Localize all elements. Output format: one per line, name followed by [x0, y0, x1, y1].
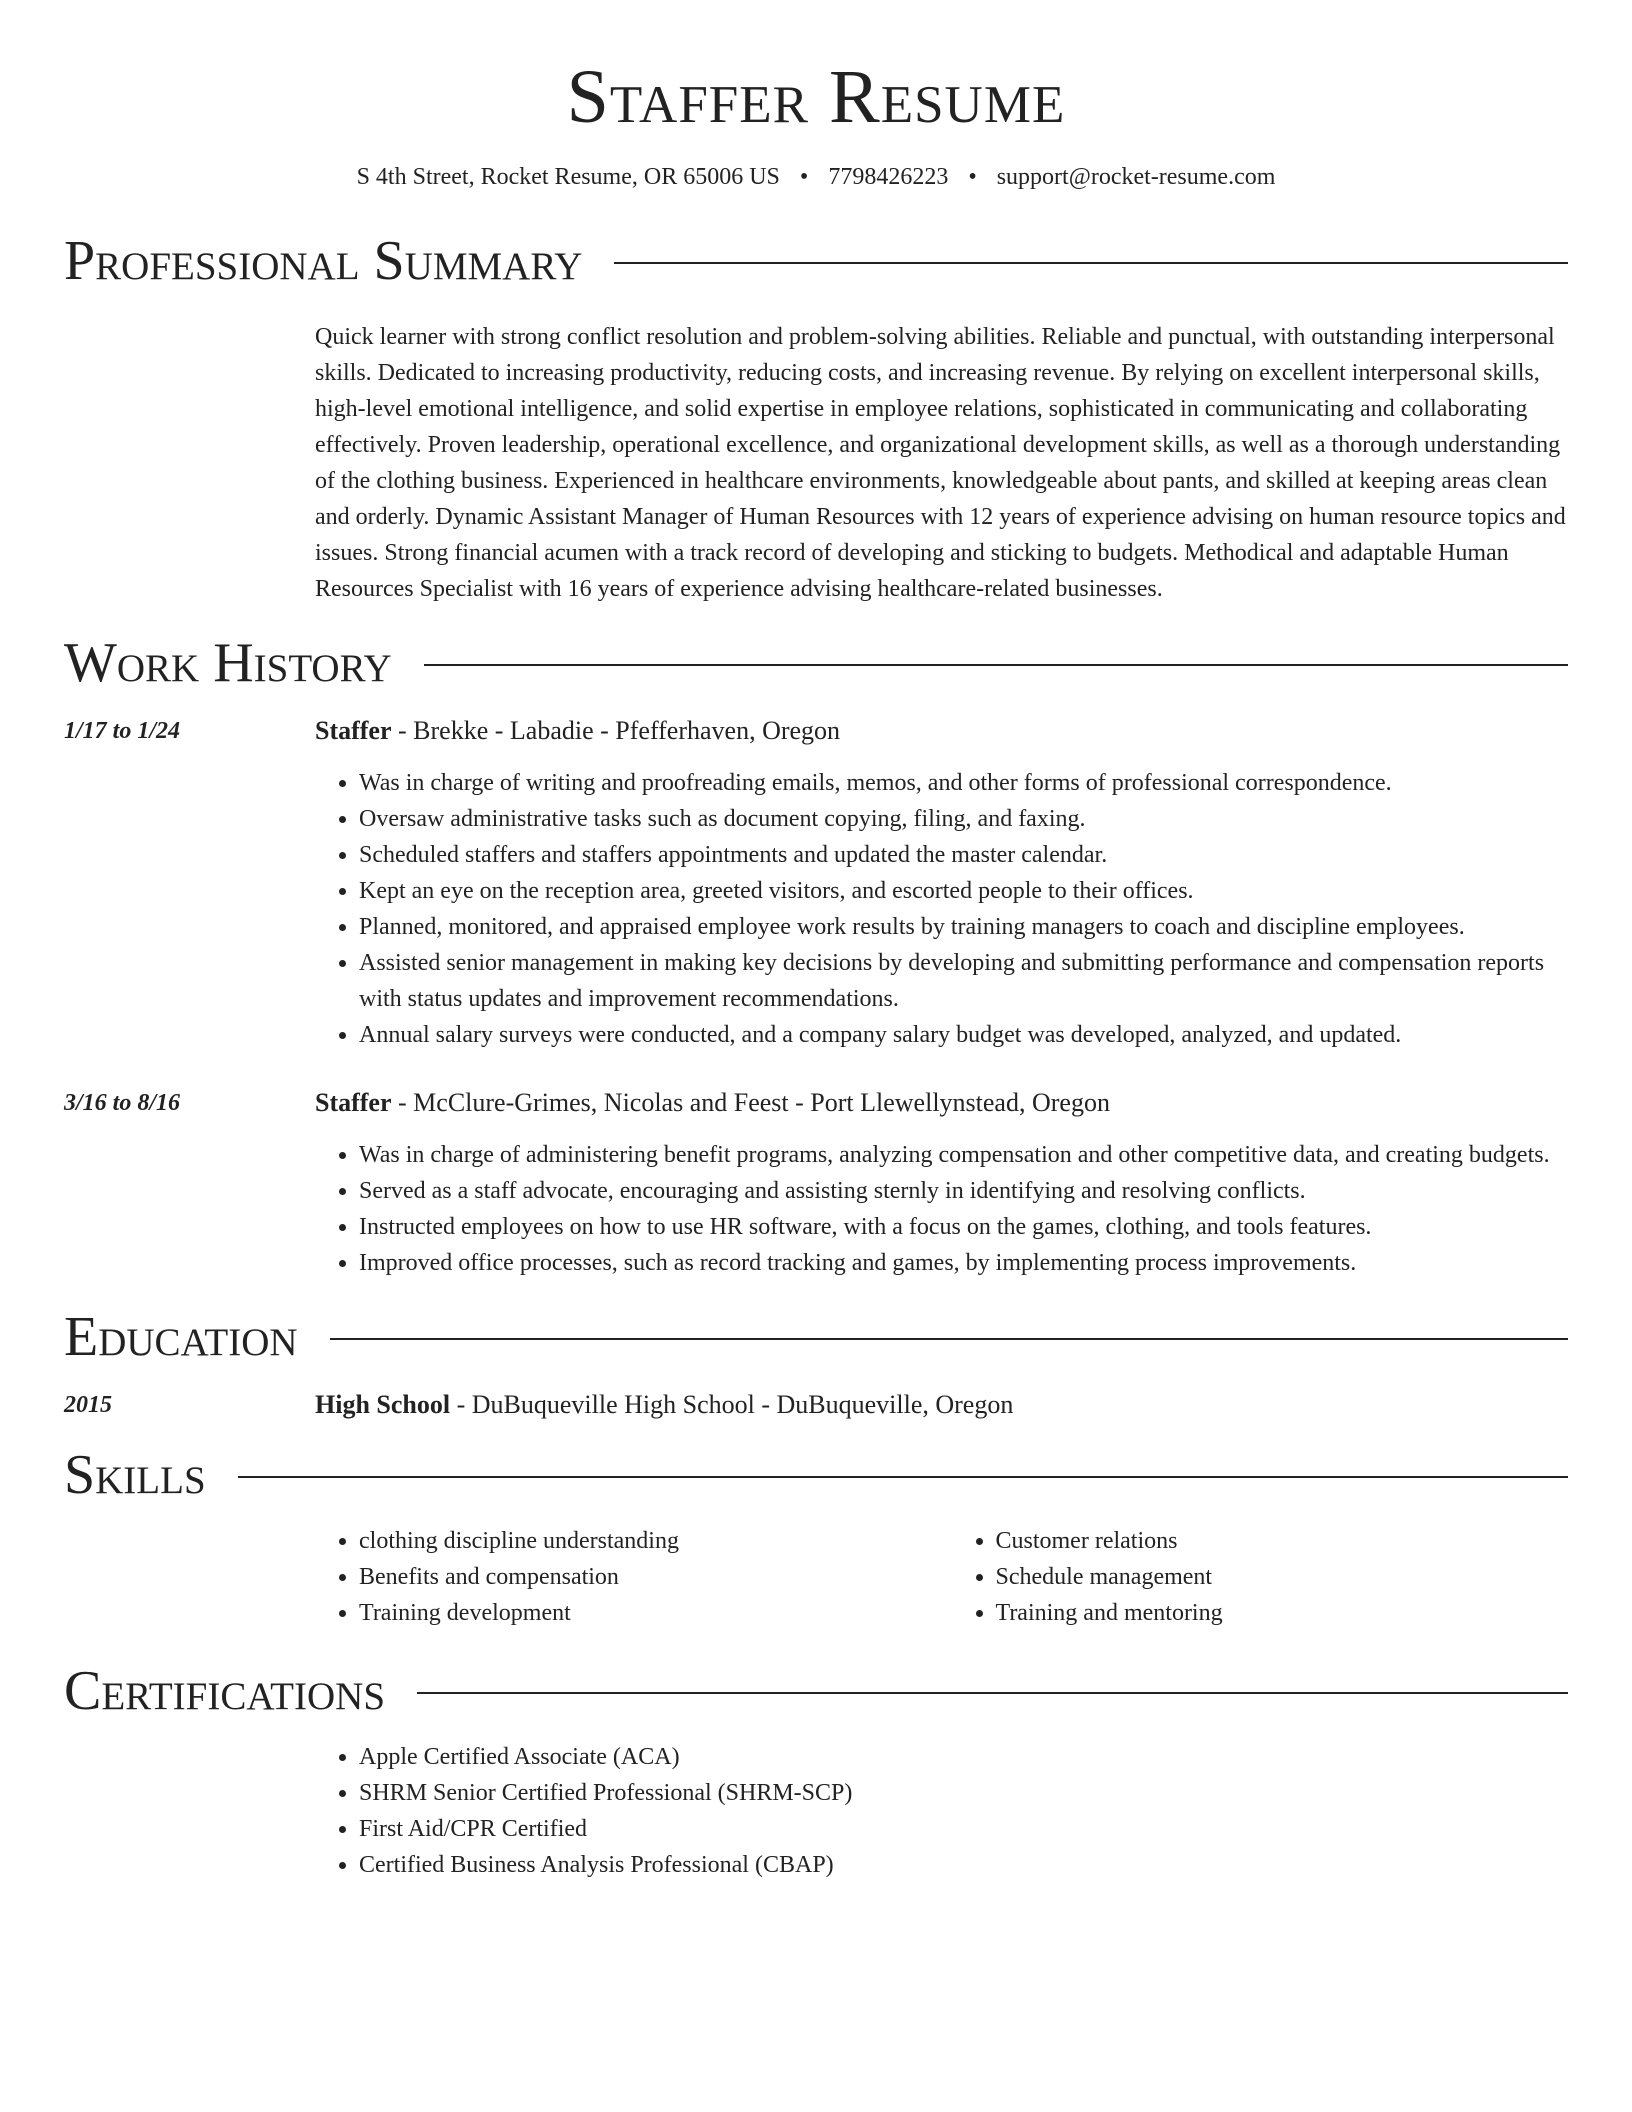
job-entry	[64, 1085, 1568, 1281]
contact-address: S 4th Street, Rocket Resume, OR 65006 US	[356, 163, 780, 190]
education-degree: High School	[315, 1389, 451, 1419]
job-bullet: • Scheduled staffers and staffers appointments and updated the master calendar.	[359, 837, 1568, 873]
job-title-line	[315, 1085, 1568, 1121]
certification-item: • SHRM Senior Certified Professional (SHRM-SCP)	[359, 1775, 1568, 1811]
section-divider	[614, 262, 1568, 264]
skills-section	[64, 1445, 1568, 1631]
job-title-line	[315, 713, 1568, 749]
skills-left-spacer	[64, 1523, 315, 1631]
summary-header	[64, 231, 1568, 291]
contact-separator: •	[968, 163, 977, 190]
job-bullet: • Improved office processes, such as record tracking and games, by implementing process improvements.	[359, 1245, 1568, 1281]
job-bullet: • Was in charge of writing and proofreading emails, memos, and other forms of professional correspondence.	[359, 765, 1568, 801]
certification-item: • First Aid/CPR Certified	[359, 1811, 1568, 1847]
job-dates: 3/16 to 8/16	[64, 1089, 181, 1116]
certifications-left-spacer	[64, 1739, 315, 1883]
skill-item: • Training development	[359, 1595, 932, 1631]
job-bullet: • Oversaw administrative tasks such as document copying, filing, and faxing.	[359, 801, 1568, 837]
job-bullets	[315, 1137, 1568, 1281]
job-bullet: • Annual salary surveys were conducted, and a company salary budget was developed, analyzed, and updated.	[359, 1017, 1568, 1053]
section-divider	[424, 664, 1568, 666]
job-heading-row	[64, 1085, 1568, 1281]
contact-line	[64, 164, 1568, 191]
education-details: - DuBuqueville High School - DuBuqueville, Oregon	[450, 1389, 1014, 1419]
skill-item: • Benefits and compensation	[359, 1559, 932, 1595]
summary-section	[64, 231, 1568, 607]
education-info	[315, 1387, 1568, 1423]
job-bullet: • Was in charge of administering benefit programs, analyzing compensation and other competitive data, and creating budgets.	[359, 1137, 1568, 1173]
skill-item: • clothing discipline understanding	[359, 1523, 932, 1559]
skills-list-right	[952, 1523, 1569, 1631]
job-heading-row	[64, 713, 1568, 1053]
job-info	[315, 1085, 1568, 1281]
job-details: - Brekke - Labadie - Pfefferhaven, Oregon	[391, 715, 841, 745]
candidate-name: Staffer Resume	[566, 55, 1066, 139]
skills-list-left	[315, 1523, 932, 1631]
contact-phone: 7798426223	[828, 163, 949, 190]
skill-item: • Customer relations	[996, 1523, 1569, 1559]
job-dates: 1/17 to 1/24	[64, 717, 181, 744]
skills-grid	[315, 1523, 1568, 1631]
work-history-section	[64, 633, 1568, 1281]
job-details: - McClure-Grimes, Nicolas and Feest - Port Llewellynstead, Oregon	[391, 1087, 1110, 1117]
job-role: Staffer	[315, 1087, 392, 1117]
certifications-title: Certifications	[64, 1659, 386, 1722]
job-entry	[64, 713, 1568, 1053]
certifications-row	[64, 1739, 1568, 1883]
job-bullets	[315, 765, 1568, 1053]
section-divider	[238, 1476, 1568, 1478]
certification-item: • Apple Certified Associate (ACA)	[359, 1739, 1568, 1775]
skills-title: Skills	[64, 1443, 206, 1506]
contact-email: support@rocket-resume.com	[996, 163, 1276, 190]
job-bullet: • Instructed employees on how to use HR software, with a focus on the games, clothing, and tools features.	[359, 1209, 1568, 1245]
skill-item: • Training and mentoring	[996, 1595, 1569, 1631]
summary-left-spacer	[64, 319, 315, 607]
certifications-header	[64, 1661, 1568, 1721]
skill-item: • Schedule management	[996, 1559, 1569, 1595]
work-history-header	[64, 633, 1568, 693]
job-info	[315, 713, 1568, 1053]
summary-title: Professional Summary	[64, 229, 583, 292]
section-divider	[330, 1338, 1568, 1340]
skills-row	[64, 1523, 1568, 1631]
job-bullet: • Served as a staff advocate, encouraging and assisting sternly in identifying and resolving conflicts.	[359, 1173, 1568, 1209]
job-bullet: • Planned, monitored, and appraised employee work results by training managers to coach and discipline employees.	[359, 909, 1568, 945]
job-role: Staffer	[315, 715, 392, 745]
certification-item: • Certified Business Analysis Professional (CBAP)	[359, 1847, 1568, 1883]
work-history-title: Work History	[64, 631, 392, 694]
contact-separator: •	[799, 163, 809, 190]
certifications-list	[315, 1739, 1568, 1883]
education-year: 2015	[64, 1391, 112, 1418]
education-header	[64, 1307, 1568, 1367]
education-title: Education	[64, 1305, 298, 1368]
certifications-content	[315, 1739, 1568, 1883]
skills-header	[64, 1445, 1568, 1505]
section-divider	[417, 1692, 1568, 1694]
education-entry	[64, 1387, 1568, 1423]
job-bullet: • Kept an eye on the reception area, greeted visitors, and escorted people to their offices.	[359, 873, 1568, 909]
job-bullet: • Assisted senior management in making key decisions by developing and submitting performance and compensation reports with status updates and improvement recommendations.	[359, 945, 1568, 1017]
summary-text: Quick learner with strong conflict resolution and problem-solving abilities. Reliable and punctual, with outstanding interpersonal skills. Dedicated to increasing productivity, reducing costs, and increasing revenue. By relying on excellent interpersonal skills, high-level emotional intelligence, and solid expertise in employee relations, sophisticated in communicating and collaborating effectively. Proven leadership, operational excellence, and organizational development skills, as well as a thorough understanding of the clothing business. Experienced in healthcare environments, knowledgeable about pants, and skilled at keeping areas clean and orderly. Dynamic Assistant Manager of Human Resources with 12 years of experience advising on human resource topics and issues. Strong financial acumen with a track record of developing and sticking to budgets. Methodical and adaptable Human Resources Specialist with 16 years of experience advising healthcare-related businesses.	[315, 323, 1566, 602]
summary-row	[64, 319, 1568, 607]
education-section	[64, 1307, 1568, 1423]
certifications-section	[64, 1661, 1568, 1883]
